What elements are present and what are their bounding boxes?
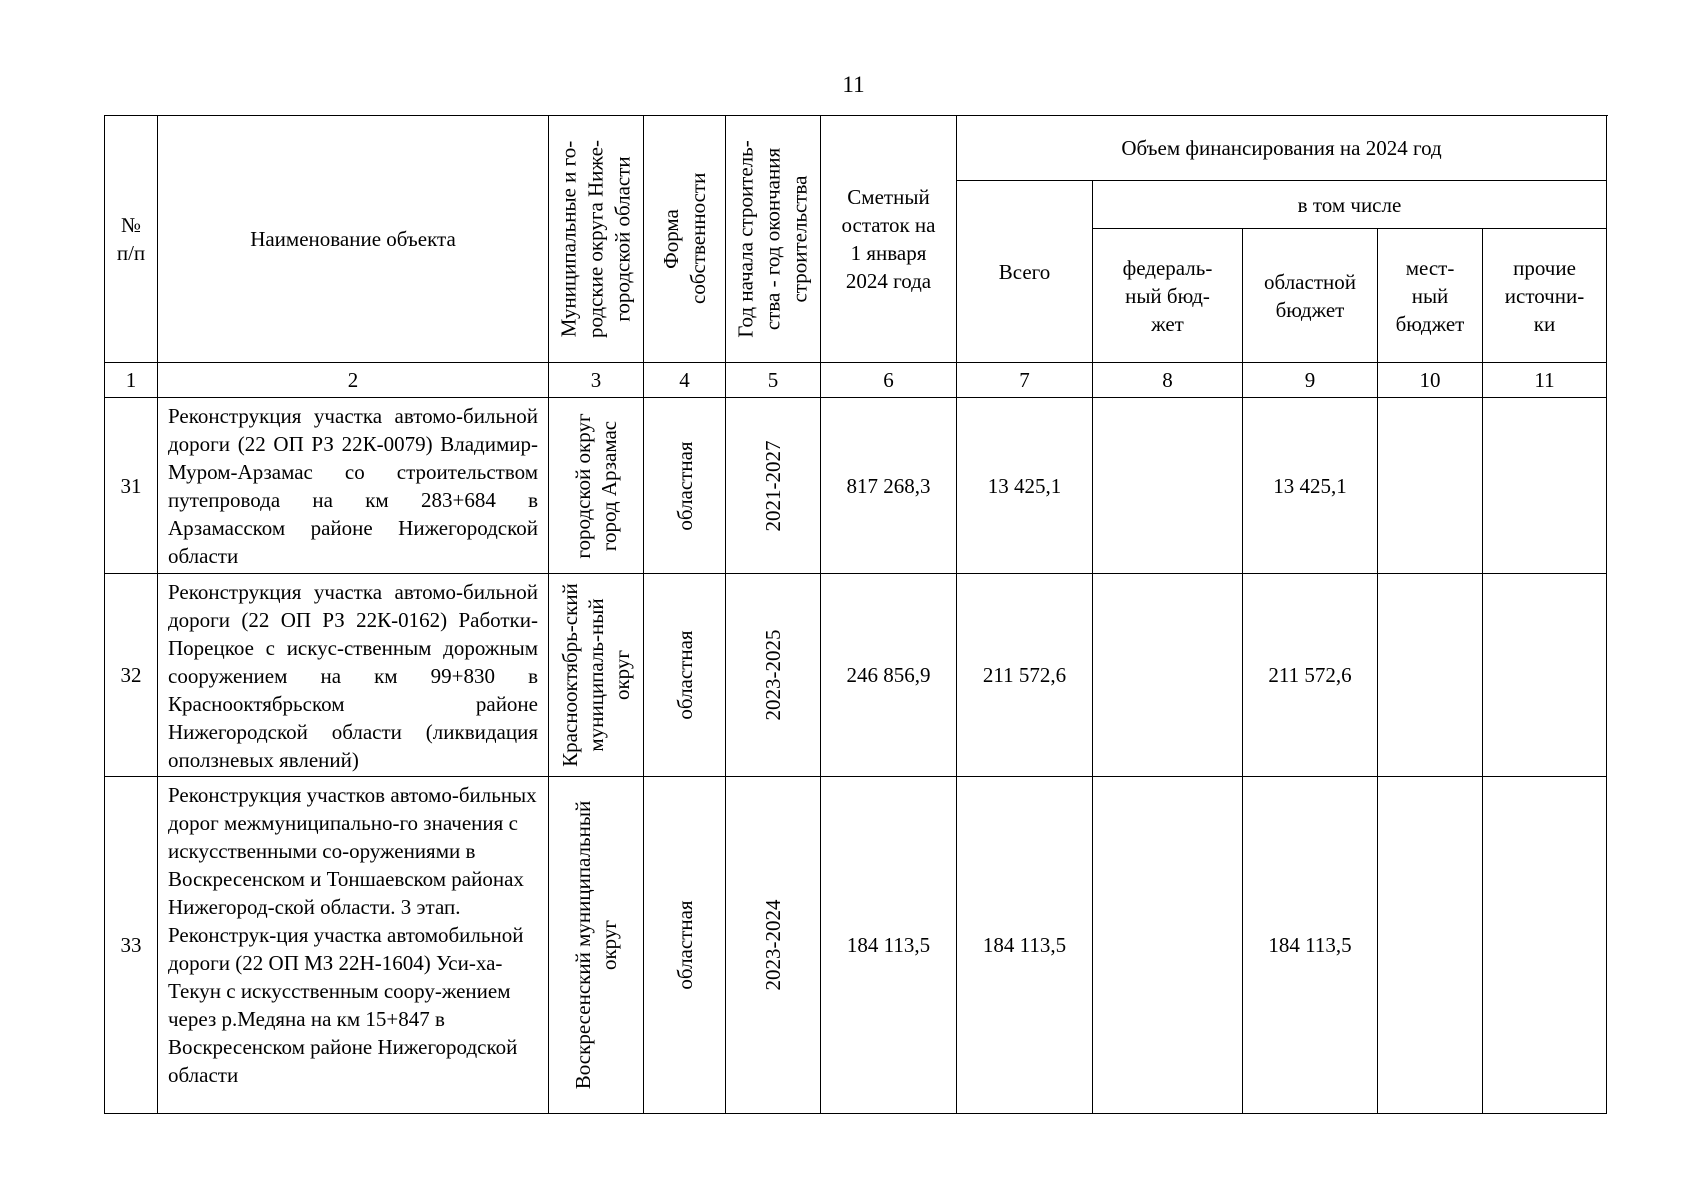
- row-years-text: 2023-2025: [761, 629, 785, 721]
- row-ownership-text: областная: [672, 630, 697, 720]
- row-municipal-text: городской округ город Арзамас: [571, 412, 621, 559]
- column-number: 11: [1483, 363, 1607, 398]
- row-total: 211 572,6: [957, 574, 1093, 777]
- header-municipal: [549, 116, 644, 363]
- row-local: [1378, 574, 1483, 777]
- row-local: [1378, 398, 1483, 574]
- header-ownership-text: Форма собственности: [658, 172, 710, 304]
- header-years-text: Год начала строитель-ства - год окончания строительства: [733, 140, 812, 338]
- row-years-text: 2021-2027: [761, 440, 785, 531]
- header-years: [726, 116, 821, 363]
- row-municipal: [549, 398, 644, 574]
- row-years: [726, 398, 821, 574]
- header-num: № п/п: [105, 116, 158, 363]
- row-municipal-text: Воскресенский муниципальный округ: [571, 800, 621, 1090]
- header-total: Всего: [957, 181, 1093, 363]
- row-municipal-text: Краснооктябрь-ский муниципаль-ный округ: [558, 583, 634, 767]
- row-remainder: 184 113,5: [821, 777, 957, 1114]
- column-number: 4: [644, 363, 726, 398]
- row-federal: [1093, 777, 1243, 1114]
- row-other: [1483, 777, 1607, 1114]
- row-federal: [1093, 574, 1243, 777]
- table-row: [105, 398, 1607, 574]
- row-total: 184 113,5: [957, 777, 1093, 1114]
- header-other: прочие источни-ки: [1483, 229, 1607, 363]
- column-number: 8: [1093, 363, 1243, 398]
- row-regional: 184 113,5: [1243, 777, 1378, 1114]
- row-regional: 211 572,6: [1243, 574, 1378, 777]
- row-num: 32: [105, 574, 158, 777]
- row-other: [1483, 398, 1607, 574]
- row-remainder: 817 268,3: [821, 398, 957, 574]
- header-name: Наименование объекта: [158, 116, 549, 363]
- column-number: 3: [549, 363, 644, 398]
- page-number: 11: [842, 72, 865, 97]
- column-number: 10: [1378, 363, 1483, 398]
- row-ownership-text: областная: [672, 440, 697, 531]
- row-num: 31: [105, 398, 158, 574]
- row-total: 13 425,1: [957, 398, 1093, 574]
- header-municipal-text: Муниципальные и го-родские округа Ниже-городской области: [556, 140, 635, 338]
- row-ownership: [644, 777, 726, 1114]
- table-row: [105, 574, 1607, 777]
- row-remainder: 246 856,9: [821, 574, 957, 777]
- header-remainder: Сметный остаток на 1 января 2024 года: [821, 116, 957, 363]
- header-local: мест-ный бюджет: [1378, 229, 1483, 363]
- header-including: в том числе: [1093, 181, 1607, 229]
- column-number: 9: [1243, 363, 1378, 398]
- table-row: [105, 777, 1607, 1114]
- row-ownership: [644, 574, 726, 777]
- column-number: 6: [821, 363, 957, 398]
- row-ownership: [644, 398, 726, 574]
- row-num: 33: [105, 777, 158, 1114]
- row-name: Реконструкция участка автомо-бильной дороги (22 ОП РЗ 22К-0079) Владимир-Муром-Арзамас со строительством путепровода на км 283+684 в Арзамасском районе Нижегородской области: [158, 398, 549, 574]
- column-number-row: [105, 363, 1607, 398]
- header-federal: федераль-ный бюд-жет: [1093, 229, 1243, 363]
- header-financing: Объем финансирования на 2024 год: [957, 116, 1607, 181]
- row-years: [726, 777, 821, 1114]
- financing-table: [104, 115, 1607, 1114]
- row-years-text: 2023-2024: [761, 899, 785, 991]
- header-ownership: [644, 116, 726, 363]
- header-regional: областной бюджет: [1243, 229, 1378, 363]
- row-name: Реконструкция участков автомо-бильных дорог межмуниципально-го значения с искусственными со-оружениями в Воскресенском и Тоншаевском районах Нижегород-ской области. 3 этап. Реконструк-ция участка автомобильной дороги (22 ОП МЗ 22Н-1604) Уси-ха-Текун с искусственным соору-жением через р.Медяна на км 15+847 в Воскресенском районе Нижегородской области: [158, 777, 549, 1114]
- row-ownership-text: областная: [672, 900, 697, 990]
- row-federal: [1093, 398, 1243, 574]
- row-local: [1378, 777, 1483, 1114]
- row-years: [726, 574, 821, 777]
- column-number: 5: [726, 363, 821, 398]
- column-number: 1: [105, 363, 158, 398]
- row-name: Реконструкция участка автомо-бильной дороги (22 ОП РЗ 22К-0162) Работки-Порецкое с искус-ственным дорожным сооружением на км 99+830 в Краснооктябрьском районе Нижегородской области (ликвидация оползневых явлений): [158, 574, 549, 777]
- row-municipal: [549, 574, 644, 777]
- row-regional: 13 425,1: [1243, 398, 1378, 574]
- column-number: 7: [957, 363, 1093, 398]
- row-municipal: [549, 777, 644, 1114]
- column-number: 2: [158, 363, 549, 398]
- row-other: [1483, 574, 1607, 777]
